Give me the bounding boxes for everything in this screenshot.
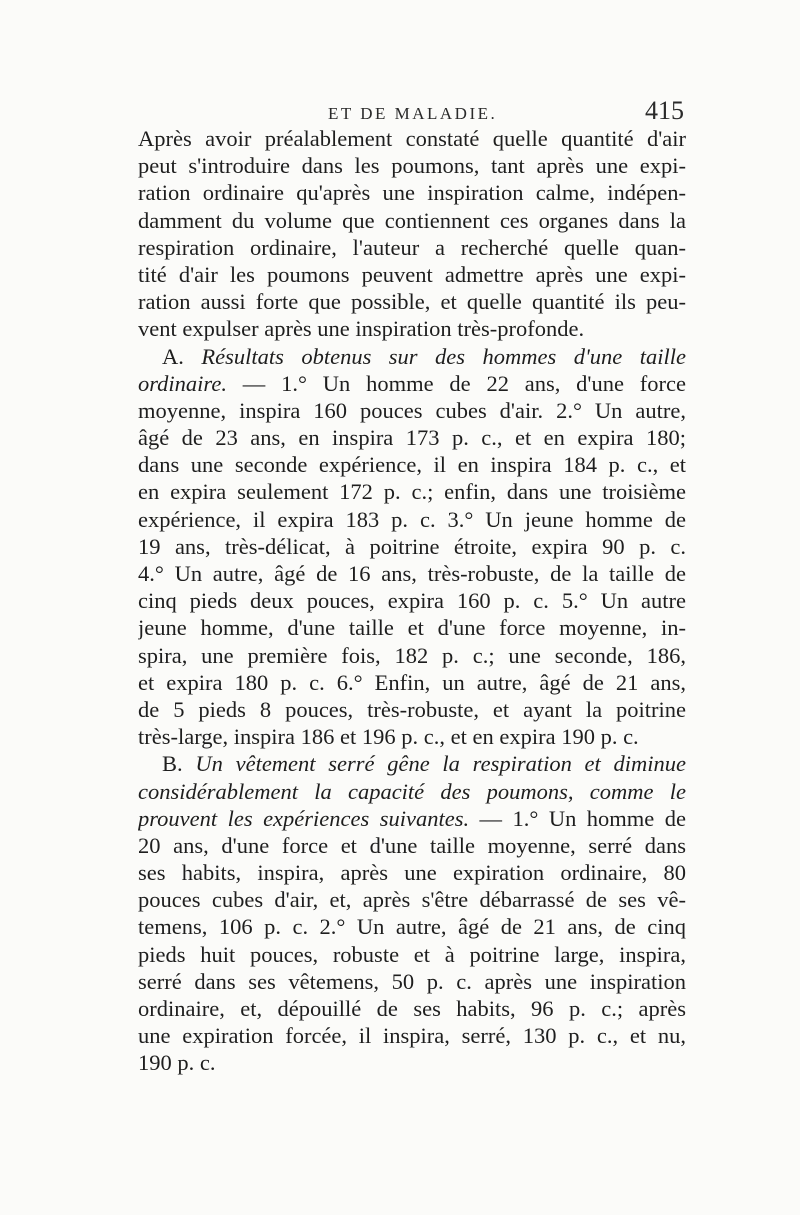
running-head: ET DE MALADIE.: [328, 104, 498, 123]
text-line: ses habits, inspira, après une expiration ordinaire, 80: [138, 860, 686, 886]
section-b-title-part-3: prouvent les expériences suivantes.: [138, 805, 470, 831]
text-line: âgé de 23 ans, en inspira 173 p. c., et en expira 180;: [138, 425, 686, 451]
text-line: vent expulser après une inspiration très-profonde.: [138, 316, 585, 342]
page-header: [140, 96, 684, 128]
text-line: très-large, inspira 186 et 196 p. c., et en expira 190 p. c.: [138, 724, 639, 750]
text-line: ordinaire, et, dépouillé de ses habits, 96 p. c.; après: [138, 996, 686, 1021]
text-line: 19 ans, très-délicat, à poitrine étroite, expira 90 p. c.: [138, 533, 686, 559]
section-b-title-part-2: considérablement la capacité des poumons, comme le: [138, 778, 686, 804]
text-line: de 5 pieds 8 pouces, très-robuste, et ayant la poitrine: [138, 696, 686, 722]
text-line: 4.° Un autre, âgé de 16 ans, très-robuste, de la taille de: [138, 561, 686, 586]
section-a-heading-line-2: [138, 370, 686, 397]
section-b-heading-line: [138, 750, 686, 777]
section-b-title-part-1: Un vêtement serré gêne la respiration et diminue: [195, 751, 686, 777]
section-a-heading-line: [138, 343, 686, 370]
text-line: Après avoir préalablement constaté quelle quantité d'air: [138, 126, 686, 151]
text-line: spira, une première fois, 182 p. c.; une seconde, 186,: [138, 642, 686, 668]
text-line: 20 ans, d'une force et d'une taille moyenne, serré dans: [138, 832, 686, 858]
body-text: [138, 125, 686, 1077]
text-line: tité d'air les poumons peuvent admettre après une expi-: [138, 261, 686, 287]
section-a-title-part-2: ordinaire.: [138, 370, 227, 396]
text-line: damment du volume que contiennent ces organes dans la: [138, 207, 686, 233]
text-line: 190 p. c.: [138, 1050, 216, 1076]
text-line: dans une seconde expérience, il en inspira 184 p. c., et: [138, 452, 686, 478]
text-fragment: — 1.° Un homme de 22 ans, d'une force: [242, 370, 686, 396]
section-a-title-part-1: Résultats obtenus sur des hommes d'une taille: [201, 343, 686, 369]
section-b-label: B.: [162, 751, 183, 777]
text-fragment: — 1.° Un homme de: [479, 805, 686, 831]
text-line: et expira 180 p. c. 6.° Enfin, un autre, âgé de 21 ans,: [138, 669, 686, 695]
page-number: 415: [645, 96, 684, 125]
text-line: pieds huit pouces, robuste et à poitrine large, inspira,: [138, 941, 686, 967]
text-line: serré dans ses vêtemens, 50 p. c. après une inspiration: [138, 968, 686, 994]
text-line: peut s'introduire dans les poumons, tant après une expi-: [138, 153, 686, 179]
text-line: une expiration forcée, il inspira, serré, 130 p. c., et nu,: [138, 1023, 686, 1049]
section-b-heading-line-2: [138, 778, 686, 805]
text-line: en expira seulement 172 p. c.; enfin, dans une troisième: [138, 479, 686, 505]
text-line: pouces cubes d'air, et, après s'être débarrassé de ses vê-: [138, 887, 686, 913]
section-a-label: A.: [162, 343, 184, 369]
section-b-heading-line-3: [138, 805, 686, 832]
text-line: moyenne, inspira 160 pouces cubes d'air. 2.° Un autre,: [138, 397, 686, 423]
text-line: temens, 106 p. c. 2.° Un autre, âgé de 21 ans, de cinq: [138, 914, 686, 940]
text-line: jeune homme, d'une taille et d'une force moyenne, in-: [138, 615, 686, 641]
text-line: ration aussi forte que possible, et quelle quantité ils peu-: [138, 289, 686, 315]
text-line: respiration ordinaire, l'auteur a recherché quelle quan-: [138, 234, 686, 260]
text-line: ration ordinaire qu'après une inspiration calme, indépen-: [138, 180, 686, 206]
text-line: expérience, il expira 183 p. c. 3.° Un jeune homme de: [138, 506, 686, 532]
text-line: cinq pieds deux pouces, expira 160 p. c. 5.° Un autre: [138, 588, 686, 614]
